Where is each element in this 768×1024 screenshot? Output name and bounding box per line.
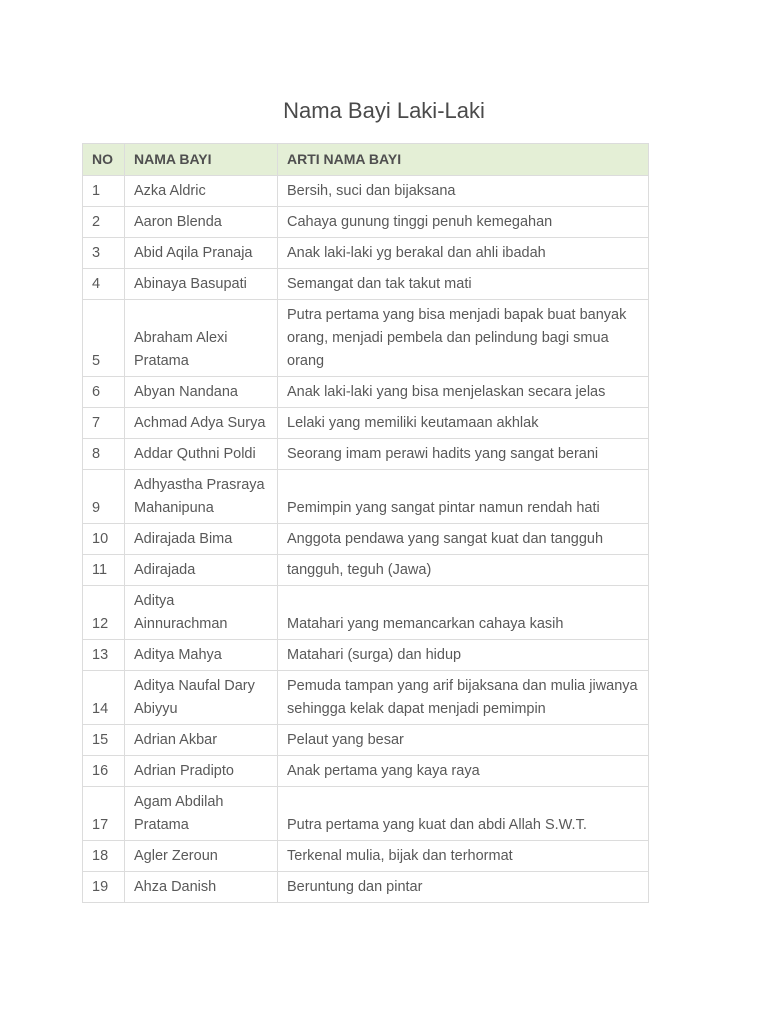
table-row bbox=[83, 207, 649, 238]
row-name: Abid Aqila Pranaja bbox=[125, 238, 278, 269]
row-meaning: Anak laki-laki yg berakal dan ahli ibadah bbox=[278, 238, 649, 269]
row-number: 1 bbox=[83, 176, 125, 207]
row-name: Adrian Pradipto bbox=[125, 756, 278, 787]
row-name: Aaron Blenda bbox=[125, 207, 278, 238]
row-meaning: Lelaki yang memiliki keutamaan akhlak bbox=[278, 408, 649, 439]
row-number: 2 bbox=[83, 207, 125, 238]
row-number: 4 bbox=[83, 269, 125, 300]
table-row bbox=[83, 439, 649, 470]
row-number: 11 bbox=[83, 555, 125, 586]
row-name: Achmad Adya Surya bbox=[125, 408, 278, 439]
row-meaning: Anak pertama yang kaya raya bbox=[278, 756, 649, 787]
row-meaning: Putra pertama yang bisa menjadi bapak buat banyak orang, menjadi pembela dan pelindung bagi smua orang bbox=[278, 300, 649, 377]
row-number: 12 bbox=[83, 586, 125, 640]
row-name: Adrian Akbar bbox=[125, 725, 278, 756]
row-meaning: Terkenal mulia, bijak dan terhormat bbox=[278, 841, 649, 872]
row-number: 14 bbox=[83, 671, 125, 725]
row-number: 15 bbox=[83, 725, 125, 756]
row-number: 18 bbox=[83, 841, 125, 872]
row-name: Addar Quthni Poldi bbox=[125, 439, 278, 470]
row-number: 8 bbox=[83, 439, 125, 470]
row-meaning: Anak laki-laki yang bisa menjelaskan secara jelas bbox=[278, 377, 649, 408]
table-row bbox=[83, 238, 649, 269]
column-header-name: NAMA BAYI bbox=[125, 144, 278, 176]
table-row bbox=[83, 671, 649, 725]
table-header-row bbox=[83, 144, 649, 176]
row-name: Aditya Naufal Dary Abiyyu bbox=[125, 671, 278, 725]
row-meaning: Seorang imam perawi hadits yang sangat berani bbox=[278, 439, 649, 470]
table-row bbox=[83, 555, 649, 586]
table-row bbox=[83, 269, 649, 300]
row-name: Ahza Danish bbox=[125, 872, 278, 903]
table-row bbox=[83, 176, 649, 207]
row-number: 5 bbox=[83, 300, 125, 377]
table-row bbox=[83, 524, 649, 555]
row-number: 17 bbox=[83, 787, 125, 841]
row-number: 7 bbox=[83, 408, 125, 439]
table-row bbox=[83, 586, 649, 640]
row-name: Abinaya Basupati bbox=[125, 269, 278, 300]
row-number: 16 bbox=[83, 756, 125, 787]
row-number: 3 bbox=[83, 238, 125, 269]
column-header-meaning: ARTI NAMA BAYI bbox=[278, 144, 649, 176]
row-meaning: tangguh, teguh (Jawa) bbox=[278, 555, 649, 586]
row-meaning: Matahari (surga) dan hidup bbox=[278, 640, 649, 671]
row-name: Adhyastha Prasraya Mahanipuna bbox=[125, 470, 278, 524]
row-meaning: Anggota pendawa yang sangat kuat dan tangguh bbox=[278, 524, 649, 555]
page-title: Nama Bayi Laki-Laki bbox=[283, 98, 485, 123]
row-number: 6 bbox=[83, 377, 125, 408]
row-meaning: Cahaya gunung tinggi penuh kemegahan bbox=[278, 207, 649, 238]
table-row bbox=[83, 640, 649, 671]
row-name: Agam Abdilah Pratama bbox=[125, 787, 278, 841]
table-row bbox=[83, 408, 649, 439]
row-meaning: Matahari yang memancarkan cahaya kasih bbox=[278, 586, 649, 640]
row-number: 10 bbox=[83, 524, 125, 555]
row-name: Agler Zeroun bbox=[125, 841, 278, 872]
row-number: 19 bbox=[83, 872, 125, 903]
table-row bbox=[83, 756, 649, 787]
row-name: Adirajada Bima bbox=[125, 524, 278, 555]
row-name: Aditya Mahya bbox=[125, 640, 278, 671]
table-row bbox=[83, 841, 649, 872]
row-number: 9 bbox=[83, 470, 125, 524]
row-meaning: Semangat dan tak takut mati bbox=[278, 269, 649, 300]
table-row bbox=[83, 470, 649, 524]
row-meaning: Putra pertama yang kuat dan abdi Allah S.W.T. bbox=[278, 787, 649, 841]
row-meaning: Pemimpin yang sangat pintar namun rendah hati bbox=[278, 470, 649, 524]
row-meaning: Bersih, suci dan bijaksana bbox=[278, 176, 649, 207]
row-number: 13 bbox=[83, 640, 125, 671]
baby-names-table bbox=[82, 143, 649, 903]
row-name: Azka Aldric bbox=[125, 176, 278, 207]
row-meaning: Pelaut yang besar bbox=[278, 725, 649, 756]
row-name: Abraham Alexi Pratama bbox=[125, 300, 278, 377]
row-name: Adirajada bbox=[125, 555, 278, 586]
table-row bbox=[83, 377, 649, 408]
row-name: Aditya Ainnurachman bbox=[125, 586, 278, 640]
column-header-no: NO bbox=[83, 144, 125, 176]
table-row bbox=[83, 787, 649, 841]
table-row bbox=[83, 725, 649, 756]
table-row bbox=[83, 872, 649, 903]
table-row bbox=[83, 300, 649, 377]
row-meaning: Pemuda tampan yang arif bijaksana dan mulia jiwanya sehingga kelak dapat menjadi pemimpin bbox=[278, 671, 649, 725]
row-name: Abyan Nandana bbox=[125, 377, 278, 408]
row-meaning: Beruntung dan pintar bbox=[278, 872, 649, 903]
